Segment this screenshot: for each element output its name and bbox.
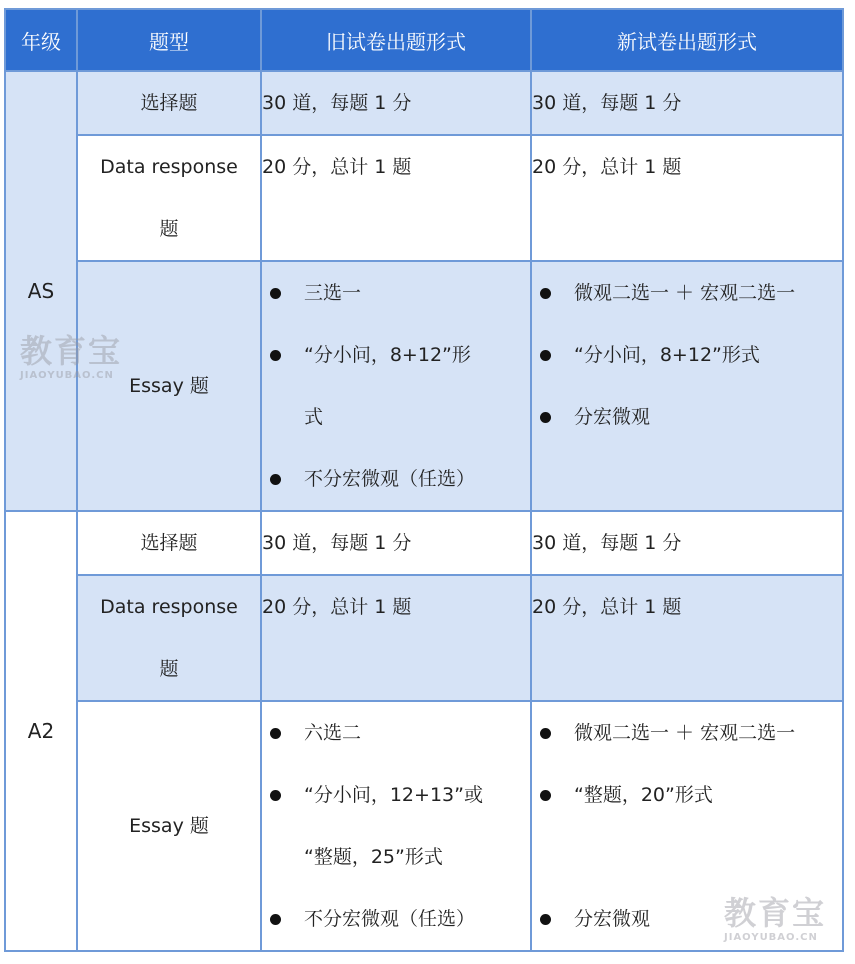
- list-item: “分小问，8+12”形: [262, 324, 530, 386]
- bullet-icon: [540, 350, 551, 361]
- bullet-icon: [270, 474, 281, 485]
- bullet-icon: [270, 790, 281, 801]
- type-line: Data response: [100, 596, 238, 618]
- header-type: 题型: [77, 9, 261, 71]
- new-format-cell: 30 道，每题 1 分: [531, 511, 843, 575]
- bullet-icon: [270, 350, 281, 361]
- list-item: 微观二选一 ＋ 宏观二选一: [532, 702, 842, 764]
- old-format-cell: 20 分，总计 1 题: [261, 575, 531, 701]
- table-row: [5, 511, 843, 575]
- new-format-cell: [531, 261, 843, 511]
- type-line: 题: [159, 658, 179, 680]
- list-item: 分宏微观: [532, 386, 842, 448]
- bullet-icon: [270, 288, 281, 299]
- new-format-cell: 30 道，每题 1 分: [531, 71, 843, 135]
- type-cell: [77, 135, 261, 261]
- type-cell: Essay 题: [77, 701, 261, 951]
- table-row: [5, 261, 843, 511]
- old-format-cell: 30 道，每题 1 分: [261, 511, 531, 575]
- list-item: “分小问，8+12”形式: [532, 324, 842, 386]
- list-item: 不分宏微观（任选）: [262, 448, 530, 510]
- grade-a2: A2: [5, 511, 77, 951]
- type-cell: Essay 题: [77, 261, 261, 511]
- list-item: “整题，20”形式: [532, 764, 842, 826]
- old-format-cell: 20 分，总计 1 题: [261, 135, 531, 261]
- table-row: [5, 701, 843, 951]
- bullet-icon: [540, 412, 551, 423]
- list-item: 不分宏微观（任选）: [262, 888, 530, 950]
- list-item: 三选一: [262, 262, 530, 324]
- header-grade: 年级: [5, 9, 77, 71]
- header-new-format: 新试卷出题形式: [531, 9, 843, 71]
- type-line: 题: [159, 218, 179, 240]
- list-item: 分宏微观: [532, 888, 842, 950]
- type-cell: 选择题: [77, 511, 261, 575]
- bullet-icon: [540, 288, 551, 299]
- grade-as: AS: [5, 71, 77, 511]
- header-old-format: 旧试卷出题形式: [261, 9, 531, 71]
- table-row: [5, 135, 843, 261]
- list-item-continuation: 式: [304, 406, 324, 428]
- list-item: “分小问，12+13”或: [262, 764, 530, 826]
- bullet-icon: [540, 790, 551, 801]
- old-format-cell: [261, 701, 531, 951]
- list-item: 六选二: [262, 702, 530, 764]
- old-format-cell: [261, 261, 531, 511]
- new-format-cell: [531, 701, 843, 951]
- list-item: 微观二选一 ＋ 宏观二选一: [532, 262, 842, 324]
- type-line: Data response: [100, 156, 238, 178]
- new-format-cell: 20 分，总计 1 题: [531, 575, 843, 701]
- list-item-continuation: “整题，25”形式: [304, 846, 443, 868]
- type-cell: [77, 575, 261, 701]
- type-cell: 选择题: [77, 71, 261, 135]
- watermark-logo: 教育宝 JIAOYUBAO.CN: [20, 332, 123, 381]
- table-row: [5, 575, 843, 701]
- exam-format-table: [4, 8, 844, 952]
- bullet-icon: [540, 914, 551, 925]
- bullet-icon: [270, 728, 281, 739]
- header-row: [5, 9, 843, 71]
- bullet-icon: [540, 728, 551, 739]
- old-format-cell: 30 道，每题 1 分: [261, 71, 531, 135]
- new-format-cell: 20 分，总计 1 题: [531, 135, 843, 261]
- watermark-logo: 教育宝 JIAOYUBAO.CN: [724, 894, 827, 943]
- bullet-icon: [270, 914, 281, 925]
- table-row: [5, 71, 843, 135]
